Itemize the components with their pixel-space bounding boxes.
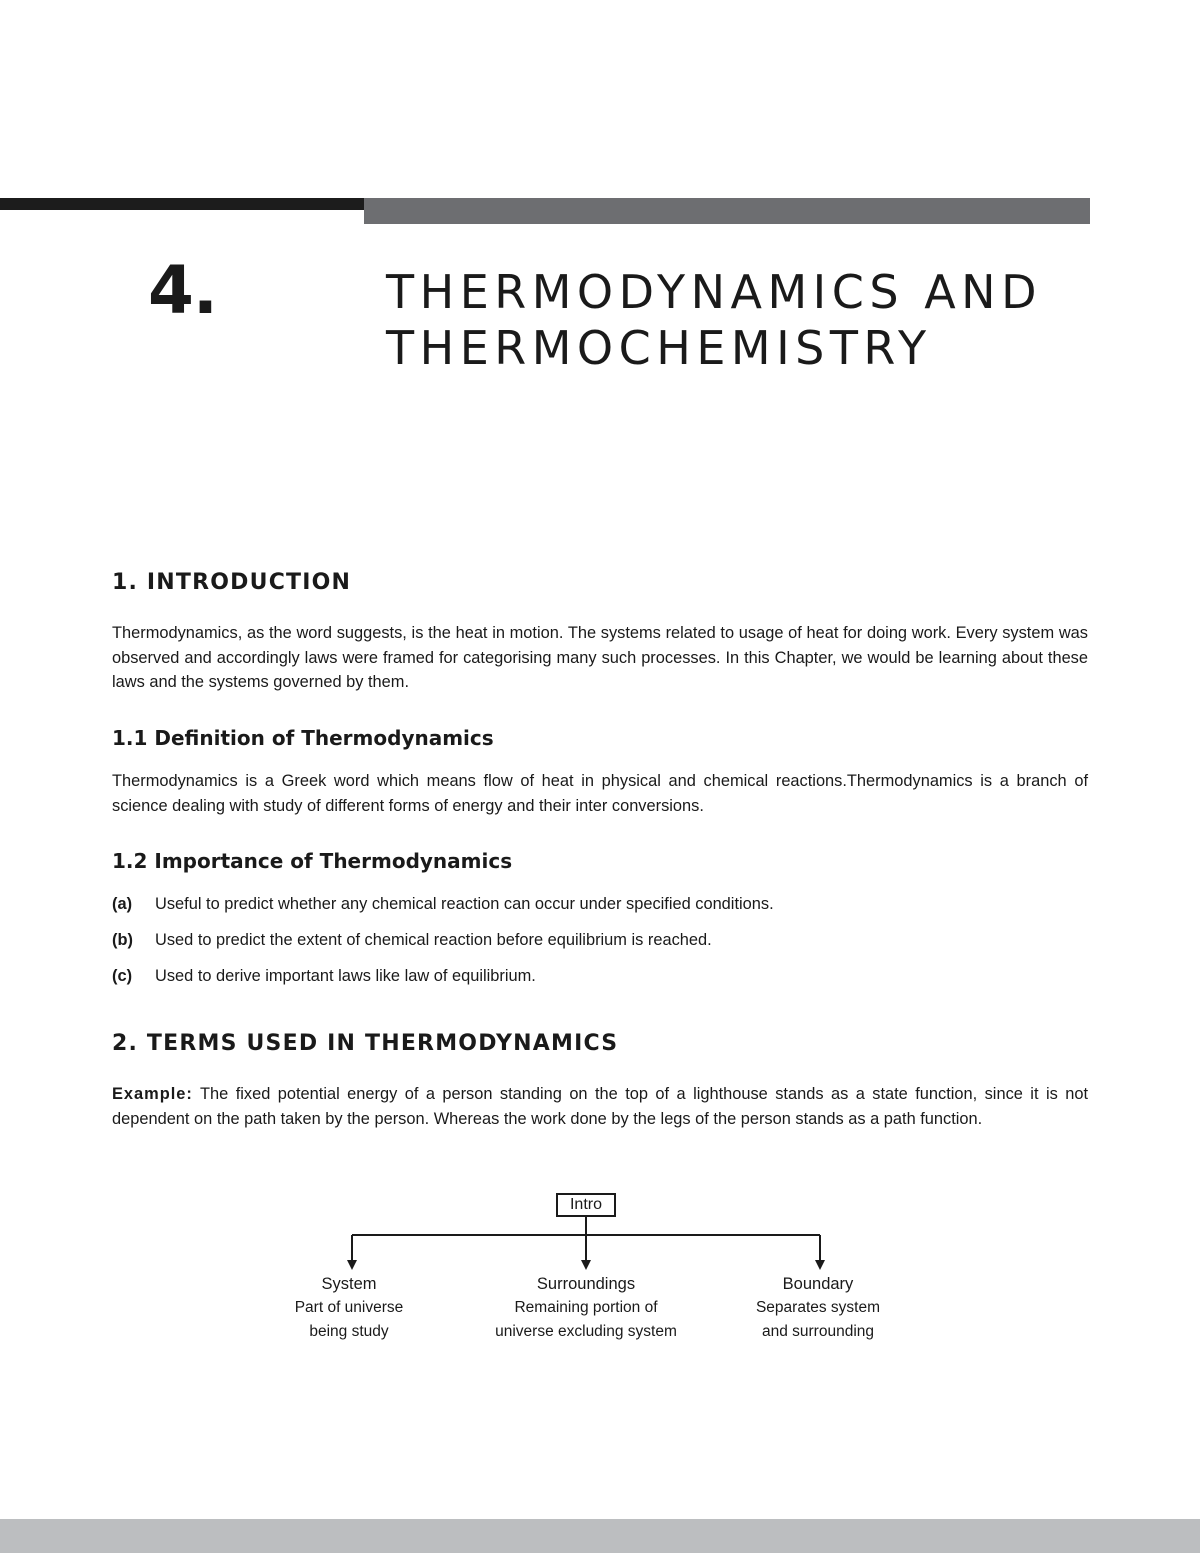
list-item-text: Used to predict the extent of chemical reaction before equilibrium is reached. <box>155 931 712 949</box>
node-title: Surroundings <box>536 1275 636 1293</box>
node-desc-line2: universe excluding system <box>495 1323 677 1340</box>
section-heading-introduction: 1. INTRODUCTION <box>112 570 352 595</box>
node-title: Boundary <box>782 1275 854 1293</box>
diagram-root-intro: Intro <box>556 1193 616 1217</box>
node-desc-line2: and surrounding <box>761 1323 875 1340</box>
definition-paragraph: Thermodynamics is a Greek word which means flow of heat in physical and chemical reactions.Thermodynamics is a branch of science dealing with study of different forms of energy and their inter conversions. <box>112 772 1088 815</box>
diagram-node-boundary <box>688 1272 948 1344</box>
chapter-title-line2: THERMOCHEMISTRY <box>386 321 932 375</box>
chapter-number: 4. <box>148 252 217 329</box>
arrow-down-icon <box>347 1260 357 1270</box>
node-desc-line1: Remaining portion of <box>514 1299 658 1316</box>
node-title: System <box>321 1275 377 1293</box>
list-marker: (b) <box>112 931 133 949</box>
example-label: Example: <box>112 1085 193 1103</box>
section-heading-terms: 2. TERMS USED IN THERMODYNAMICS <box>112 1031 619 1056</box>
node-desc-line1: Separates system <box>755 1299 881 1316</box>
arrow-down-icon <box>815 1260 825 1270</box>
chapter-title-line1: THERMODYNAMICS AND <box>386 265 1042 319</box>
list-marker: (a) <box>112 895 133 913</box>
node-desc-line2: being study <box>309 1323 389 1340</box>
subheading-importance: 1.2 Importance of Thermodynamics <box>112 849 513 873</box>
list-item-text: Used to derive important laws like law of equilibrium. <box>155 967 536 985</box>
introduction-paragraph: Thermodynamics, as the word suggests, is the heat in motion. The systems related to usage of heat for doing work. Every system was observed and accordingly laws were framed for categorising many such processes. In this Chapter, we would be learning about these laws and the systems governed by them. <box>112 624 1088 691</box>
diagram-node-system <box>219 1272 479 1344</box>
node-desc-line1: Part of universe <box>294 1299 404 1316</box>
list-item-text: Useful to predict whether any chemical reaction can occur under specified conditions. <box>155 895 774 913</box>
diagram-node-surroundings <box>456 1272 716 1344</box>
footer-bar <box>0 1519 1200 1553</box>
subheading-definition: 1.1 Definition of Thermodynamics <box>112 726 494 750</box>
list-marker: (c) <box>112 967 133 985</box>
arrow-down-icon <box>581 1260 591 1270</box>
example-text: The fixed potential energy of a person standing on the top of a lighthouse stands as a state function, since it is not dependent on the path taken by the person. Whereas the work done by the legs of the person stands as a path function. <box>112 1085 1088 1128</box>
